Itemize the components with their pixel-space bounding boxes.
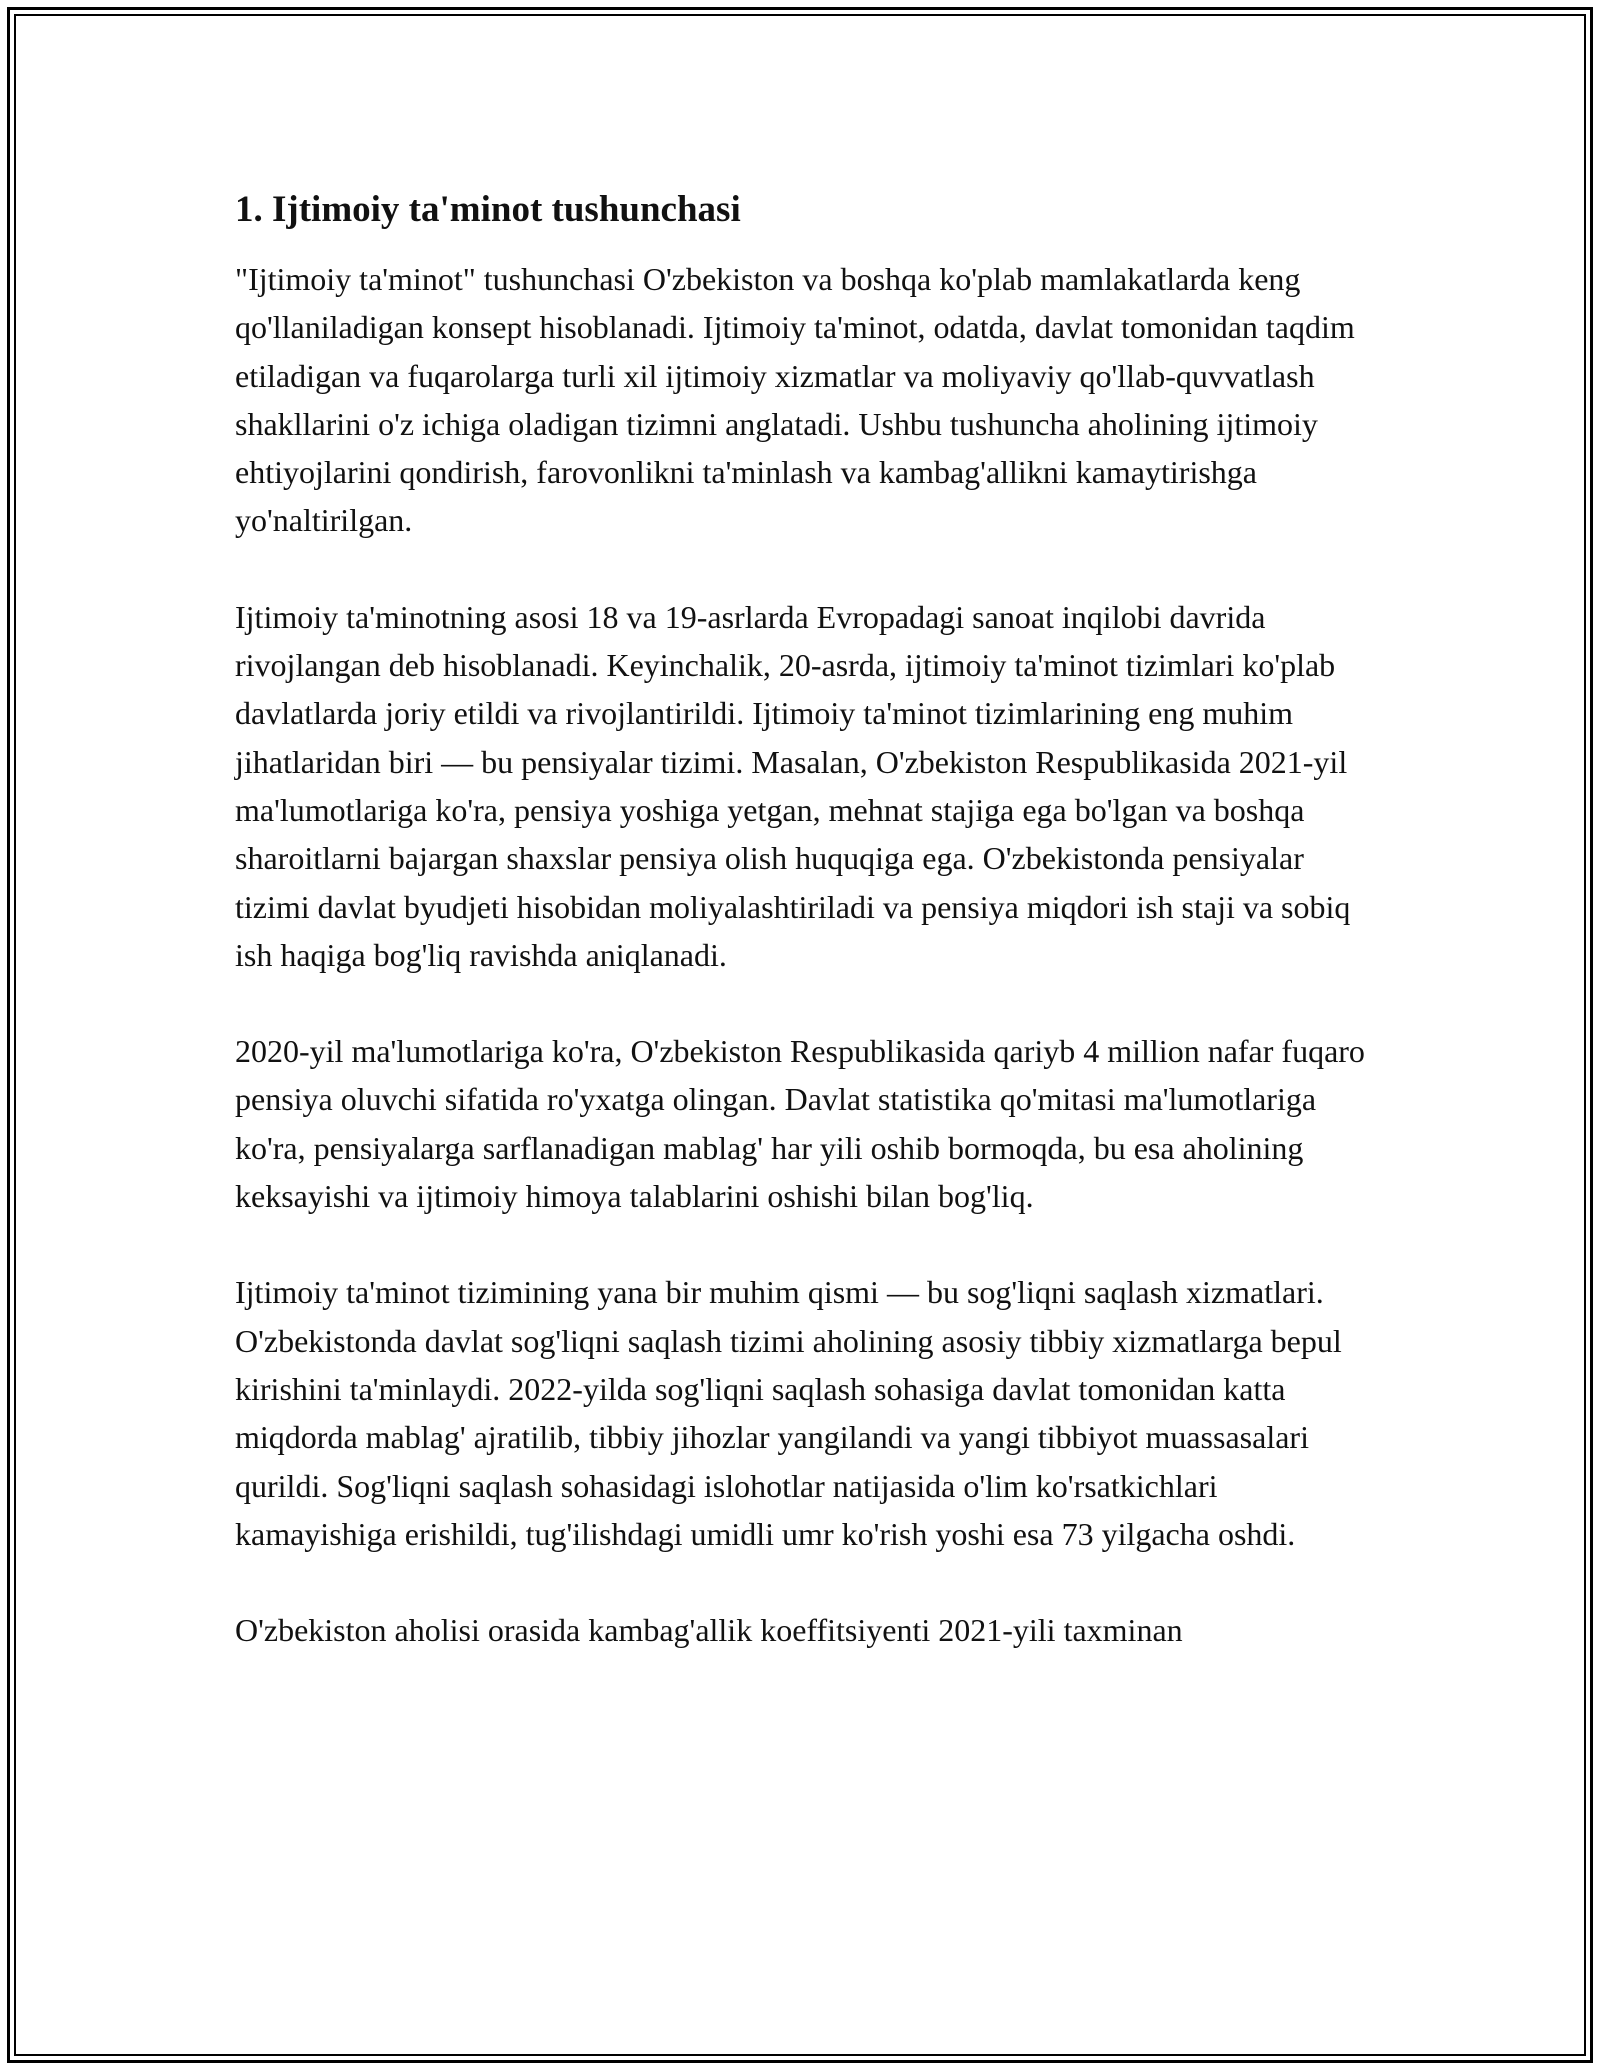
paragraph-5: O'zbekiston aholisi orasida kambag'allik koeffitsiyenti 2021-yili taxminan <box>235 1612 1183 1649</box>
paragraph-3: 2020-yil ma'lumotlariga ko'ra, O'zbekiston Respublikasida qariyb 4 million nafar fuqaro pensiya oluvchi sifatida ro'yxatga olingan. Davlat statistika qo'mitasi ma'lumotlariga ko'ra, pensiyalarga sarflanadigan mablag' har yili oshib bormoqda, bu esa aholining keksayishi va ijtimoiy himoya talablarini oshishi bilan bog'liq. <box>235 1033 1365 1215</box>
paragraph-2: Ijtimoiy ta'minotning asosi 18 va 19-asrlarda Evropadagi sanoat inqilobi davrida rivojlangan deb hisoblanadi. Keyinchalik, 20-asrda, ijtimoiy ta'minot tizimlari ko'plab davlatlarda joriy etildi va rivojlantirildi. Ijtimoiy ta'minot tizimlarining eng muhim jihatlaridan biri — bu pensiyalar tizimi. Masalan, O'zbekiston Respublikasida 2021-yil ma'lumotlariga ko'ra, pensiya yoshiga yetgan, mehnat stajiga ega bo'lgan va boshqa sharoitlarni bajargan shaxslar pensiya olish huquqiga ega. O'zbekistonda pensiyalar tizimi davlat byudjeti hisobidan moliyalashtiriladi va pensiya miqdori ish staji va sobiq ish haqiga bog'liq ravishda aniqlanadi. <box>235 598 1351 973</box>
document-body <box>235 188 1375 1702</box>
section-heading: 1. Ijtimoiy ta'minot tushunchasi <box>235 189 741 230</box>
paragraph-1: "Ijtimoiy ta'minot" tushunchasi O'zbekiston va boshqa ko'plab mamlakatlarda keng qo'llaniladigan konsept hisoblanadi. Ijtimoiy ta'minot, odatda, davlat tomonidan taqdim etiladigan va fuqarolarga turli xil ijtimoiy xizmatlar va moliyaviy qo'llab-quvvatlash shakllarini o'z ichiga oladigan tizimni anglatadi. Ushbu tushuncha aholining ijtimoiy ehtiyojlarini qondirish, farovonlikni ta'minlash va kambag'allikni kamaytirishga yo'naltirilgan. <box>235 261 1355 539</box>
paragraph-4: Ijtimoiy ta'minot tizimining yana bir muhim qismi — bu sog'liqni saqlash xizmatlari. O'zbekistonda davlat sog'liqni saqlash tizimi aholining asosiy tibbiy xizmatlarga bepul kirishini ta'minlaydi. 2022-yilda sog'liqni saqlash sohasiga davlat tomonidan katta miqdorda mablag' ajratilib, tibbiy jihozlar yangilandi va yangi tibbiyot muassasalari qurildi. Sog'liqni saqlash sohasidagi islohotlar natijasida o'lim ko'rsatkichlari kamayishiga erishildi, tug'ilishdagi umidli umr ko'rish yoshi esa 73 yilgacha oshdi. <box>235 1274 1342 1552</box>
